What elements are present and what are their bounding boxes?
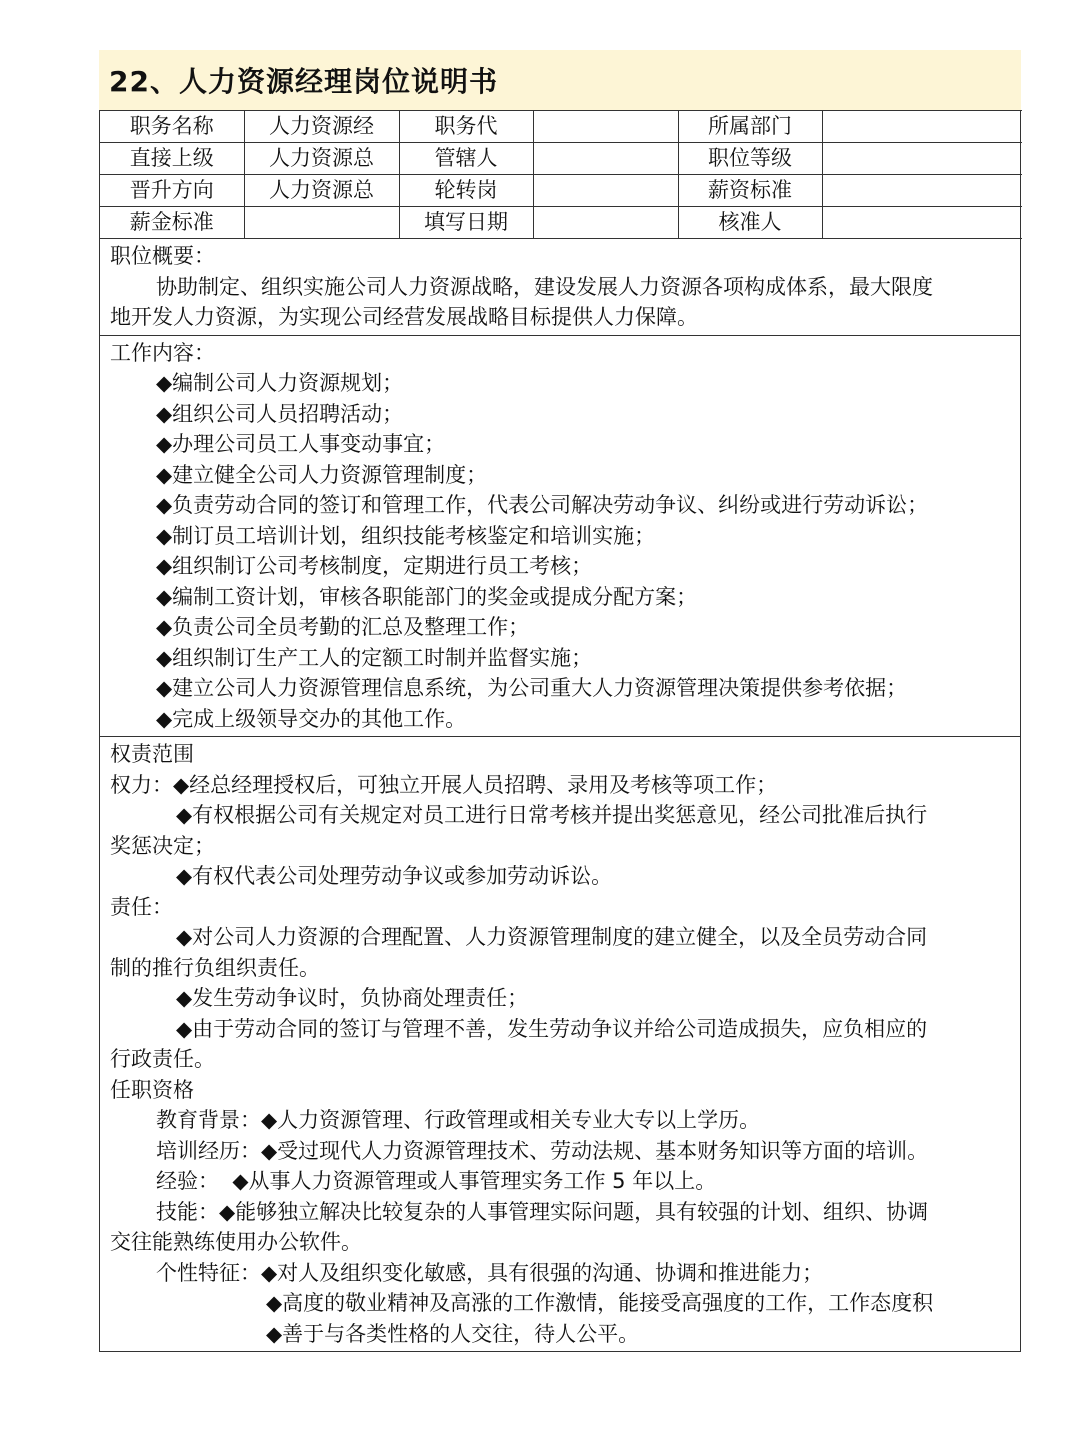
label-cell: 填写日期	[399, 207, 533, 239]
value-cell	[822, 111, 1022, 143]
value-cell	[822, 143, 1022, 175]
personality-text: 个性特征：◆对人及组织变化敏感，具有很强的沟通、协调和推进能力；	[156, 1260, 824, 1285]
list-item: ◆完成上级领导交办的其他工作。	[156, 706, 467, 731]
responsibility-text: 行政责任。	[110, 1047, 215, 1071]
table-row	[100, 175, 1022, 207]
overview-heading: 职位概要：	[110, 244, 215, 268]
responsibility-text: ◆发生劳动争议时，负协商处理责任；	[176, 986, 529, 1010]
label-cell: 核准人	[678, 207, 822, 239]
value-cell: 人力资源经	[244, 111, 399, 143]
value-cell	[822, 207, 1022, 239]
value-cell	[533, 143, 678, 175]
overview-section	[100, 239, 1020, 335]
authority-heading: 权责范围	[110, 742, 194, 766]
power-text: ◆有权根据公司有关规定对员工进行日常考核并提出奖惩意见，经公司批准后执行	[176, 803, 928, 827]
personality-text: ◆高度的敬业精神及高涨的工作激情，能接受高强度的工作，工作态度积	[266, 1291, 934, 1315]
list-item: ◆编制公司人力资源规划；	[156, 371, 404, 395]
list-item: ◆建立健全公司人力资源管理制度；	[156, 462, 488, 487]
overview-text: 地开发人力资源，为实现公司经营发展战略目标提供人力保障。	[110, 305, 698, 329]
label-cell: 薪资标准	[678, 175, 822, 207]
responsibility-heading: 责任：	[110, 894, 173, 919]
work-heading: 工作内容：	[110, 340, 215, 365]
value-cell	[533, 111, 678, 143]
training-text: 培训经历：◆受过现代人力资源管理技术、劳动法规、基本财务知识等方面的培训。	[156, 1138, 929, 1163]
power-text: 权力：◆经总经理授权后，可独立开展人员招聘、录用及考核等项工作；	[110, 772, 778, 797]
document-body	[99, 110, 1021, 1352]
label-cell: 轮转岗	[399, 175, 533, 207]
list-item: ◆办理公司员工人事变动事宜；	[156, 432, 446, 456]
list-item: ◆负责劳动合同的签订和管理工作，代表公司解决劳动争议、纠纷或进行劳动诉讼；	[156, 493, 929, 517]
label-cell: 直接上级	[100, 143, 244, 175]
skills-text: 技能：◆能够独立解决比较复杂的人事管理实际问题，具有较强的计划、组织、协调	[156, 1199, 929, 1224]
responsibility-text: ◆由于劳动合同的签订与管理不善，发生劳动争议并给公司造成损失，应负相应的	[176, 1016, 928, 1041]
value-cell	[822, 175, 1022, 207]
responsibility-text: 制的推行负组织责任。	[110, 955, 320, 980]
overview-text: 协助制定、组织实施公司人力资源战略，建设发展人力资源各项构成体系，最大限度	[156, 274, 933, 299]
job-description-document	[99, 50, 1021, 1352]
list-item: ◆组织公司人员招聘活动；	[156, 401, 404, 426]
education-text: 教育背景：◆人力资源管理、行政管理或相关专业大专以上学历。	[156, 1108, 761, 1132]
label-cell: 职务代	[399, 111, 533, 143]
label-cell: 晋升方向	[100, 175, 244, 207]
label-cell: 薪金标准	[100, 207, 244, 239]
table-row	[100, 111, 1022, 143]
document-title: 22、人力资源经理岗位说明书	[99, 50, 1021, 110]
authority-section	[100, 736, 1020, 1351]
list-item: ◆编制工资计划，审核各职能部门的奖金或提成分配方案；	[156, 584, 698, 609]
list-item: ◆组织制订生产工人的定额工时制并监督实施；	[156, 645, 593, 670]
work-section	[100, 335, 1020, 737]
skills-text: 交往能熟练使用办公软件。	[110, 1230, 362, 1254]
table-row	[100, 143, 1022, 175]
experience-text: 经验： ◆从事人力资源管理或人事管理实务工作 5 年以上。	[156, 1169, 717, 1193]
list-item: ◆制订员工培训计划，组织技能考核鉴定和培训实施；	[156, 523, 656, 548]
list-item: ◆负责公司全员考勤的汇总及整理工作；	[156, 615, 530, 639]
responsibility-text: ◆对公司人力资源的合理配置、人力资源管理制度的建立健全，以及全员劳动合同	[176, 925, 928, 949]
info-table	[100, 110, 1022, 239]
qualification-heading: 任职资格	[110, 1077, 194, 1102]
value-cell: 人力资源总	[244, 175, 399, 207]
power-text: 奖惩决定；	[110, 833, 215, 858]
value-cell: 人力资源总	[244, 143, 399, 175]
label-cell: 职务名称	[100, 111, 244, 143]
personality-text: ◆善于与各类性格的人交往，待人公平。	[266, 1321, 640, 1346]
label-cell: 所属部门	[678, 111, 822, 143]
list-item: ◆建立公司人力资源管理信息系统，为公司重大人力资源管理决策提供参考依据；	[156, 676, 908, 700]
power-text: ◆有权代表公司处理劳动争议或参加劳动诉讼。	[176, 864, 613, 888]
list-item: ◆组织制订公司考核制度，定期进行员工考核；	[156, 554, 593, 578]
value-cell	[244, 207, 399, 239]
table-row	[100, 207, 1022, 239]
label-cell: 管辖人	[399, 143, 533, 175]
value-cell	[533, 175, 678, 207]
value-cell	[533, 207, 678, 239]
label-cell: 职位等级	[678, 143, 822, 175]
